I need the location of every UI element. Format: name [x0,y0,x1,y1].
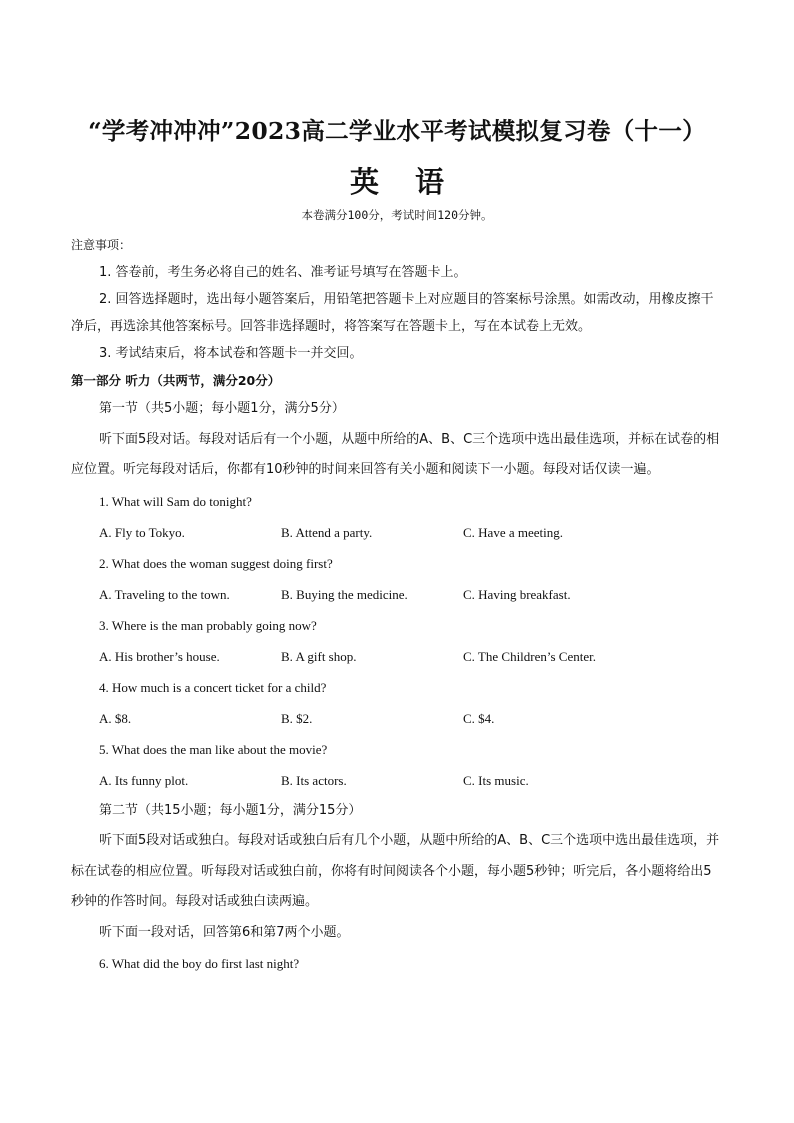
question-5: 5. What does the man like about the movie? [99,741,328,757]
question-2: 2. What does the woman suggest doing first? [99,555,333,571]
question-list [71,486,724,796]
notice-item-2: 2. 回答选择题时，选出每小题答案后，用铅笔把答题卡上对应题目的答案标号涂黑。如需改动，用橡皮擦干净后，再选涂其他答案标号。回答非选择题时，将答案写在答题卡上，写在本试卷上无效。 [71,292,714,334]
section1-heading: 第一节（共5小题；每小题1分，满分5分） [99,401,345,416]
question-1: 1. What will Sam do tonight? [99,493,252,509]
notice-item-1: 1. 答卷前，考生务必将自己的姓名、准考证号填写在答题卡上。 [99,265,467,280]
options-3 [71,641,724,672]
option-c: C. $4. [463,710,495,726]
option-a: A. His brother’s house. [99,648,220,664]
option-b: B. $2. [281,710,313,726]
options-2 [71,579,724,610]
question-6: 6. What did the boy do first last night? [99,956,300,971]
exam-body [71,232,724,979]
option-c: C. The Children’s Center. [463,648,596,664]
option-c: C. Have a meeting. [463,524,563,540]
notice-label: 注意事项： [71,238,132,252]
subject-title [0,160,794,201]
option-a: A. Traveling to the town. [99,586,230,602]
subject-char-1: 英 [349,165,379,199]
exam-note: 本卷满分100分，考试时间120分钟。 [301,208,493,222]
option-a: A. Its funny plot. [99,772,189,788]
option-b: B. Attend a party. [281,524,373,540]
part1-heading: 第一部分 听力（共两节，满分20分） [71,373,281,388]
option-b: B. Its actors. [281,772,347,788]
subject-char-2: 语 [415,165,445,199]
section2-instructions: 听下面5段对话或独白。每段对话或独白后有几个小题，从题中所给的A、B、C三个选项中选出最佳选项，并标在试卷的相应位置。听每段对话或独白前，你将有时间阅读各个小题，每小题5秒钟；听完后，各小题将给出5秒钟的作答时间。每段对话或独白读两遍。 [71,833,720,909]
notice-item-3: 3. 考试结束后，将本试卷和答题卡一并交回。 [99,346,363,361]
option-c: C. Its music. [463,772,529,788]
option-b: B. Buying the medicine. [281,586,408,602]
options-1 [71,517,724,548]
section1-instructions: 听下面5段对话。每段对话后有一个小题，从题中所给的A、B、C三个选项中选出最佳选项，并标在试卷的相应位置。听完每段对话后，你都有10秒钟的时间来回答有关小题和阅读下一小题。每段对话仅读一遍。 [71,431,720,477]
option-b: B. A gift shop. [281,648,357,664]
section2-lead: 听下面一段对话，回答第6和第7两个小题。 [99,924,350,940]
options-4 [71,703,724,734]
question-3: 3. Where is the man probably going now? [99,617,317,633]
option-c: C. Having breakfast. [463,586,571,602]
page-title: “学考冲冲冲”2023高二学业水平考试模拟复习卷（十一） [88,117,706,145]
question-4: 4. How much is a concert ticket for a child? [99,679,327,695]
option-a: A. $8. [99,710,132,726]
option-a: A. Fly to Tokyo. [99,524,185,540]
section2-heading: 第二节（共15小题；每小题1分，满分15分） [99,802,362,818]
options-5 [71,765,724,796]
